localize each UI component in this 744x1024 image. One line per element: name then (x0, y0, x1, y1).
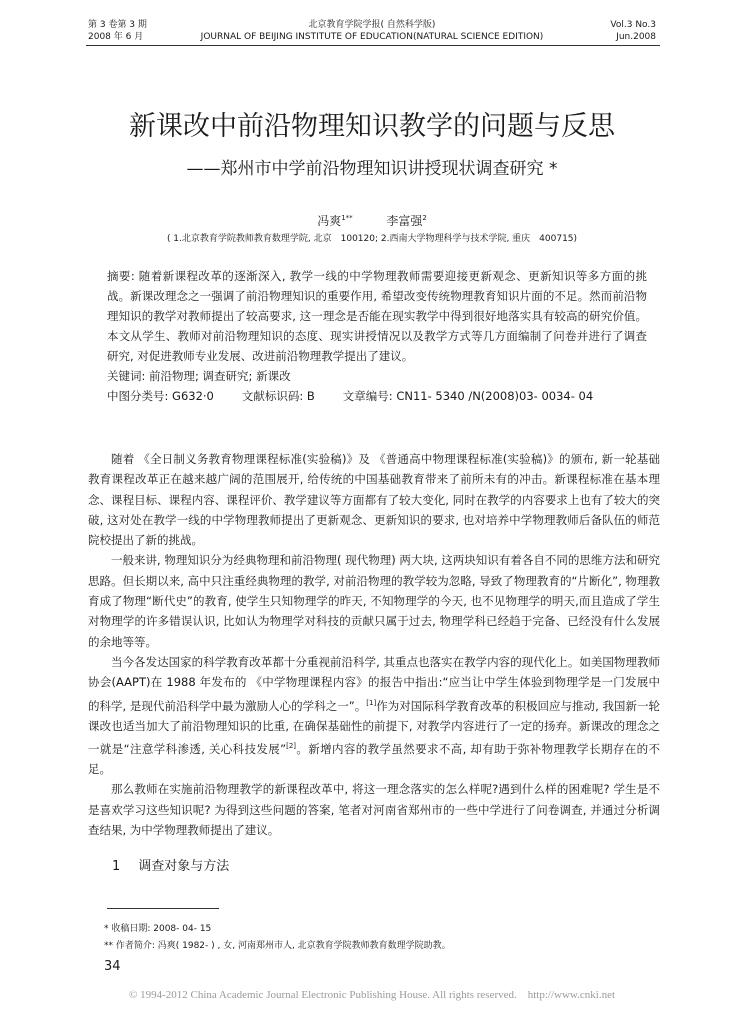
volume-date: Jun.2008 (616, 32, 656, 42)
abstract-block (107, 266, 647, 406)
paragraph-text: 当今各发达国家的科学教育改革都十分重视前沿科学, 其重点也落实在教学内容的现代化上。如美国物理教师协会(AAPT)在 1988 年发布的 《中学物理课程内容》的报告中指出:“应当让中学生体验到物理学是一门发展中的科学, 是现代前沿科学中最为激励人心的学科之一”。 (88, 654, 660, 713)
author-mark: 2 (422, 214, 427, 222)
citation-ref: [1] (366, 698, 377, 707)
author-list (0, 210, 744, 229)
section-number: 1 (112, 859, 121, 874)
journal-name-english: JOURNAL OF BEIJING INSTITUTE OF EDUCATION(NATURAL SCIENCE EDITION) (200, 32, 544, 42)
footnotes (104, 921, 451, 955)
clc-number: 中图分类号: G632·0 (107, 389, 214, 403)
journal-name-chinese: 北京教育学院学报( 自然科学版) (308, 20, 436, 30)
footnote-author-bio: ** 作者简介: 冯爽( 1982- ) , 女, 河南郑州市人, 北京教育学院教师教育数理学院助教。 (104, 941, 451, 951)
article-title: 新课改中前沿物理知识教学的问题与反思 (129, 111, 615, 142)
paragraph (88, 652, 660, 779)
volume-number: Vol.3 No.3 (610, 20, 656, 30)
footnote-divider (107, 908, 219, 909)
author-mark: 1** (341, 214, 353, 222)
section-heading (112, 858, 229, 876)
abstract-text: 摘要: 随着新课程改革的逐渐深入, 教学一线的中学物理教师需要迎接更新观念、更新知识等多方面的挑战。新课改理念之一强调了前沿物理知识的重要作用, 希望改变传统物理教育知识片面的不足。然而前沿物理知识的教学对教师提出了较高要求, 这一理念是否能在现实教学中得到很好地落实具有较高的研究价值。本文从学生、教师对前沿物理知识的态度、现实讲授情况以及教学方式等几方面编制了问卷并进行了调查研究, 对促进教师专业发展、改进前沿物理教学提出了建议。 (107, 269, 647, 363)
keywords: 关键词: 前沿物理; 调查研究; 新课改 (107, 369, 291, 383)
paragraph-text: 作为对国际科学教育改革的积极回应与推动, 我国新一轮课改也适当加大了前沿物理知识的比重, 在确保基础性的前提下, 对教学内容进行了一定的扬弃。新课改的理念之一就是“注意学科渗透, 关心科技发展” (88, 698, 660, 756)
body-text (88, 449, 660, 840)
classification-line (107, 386, 647, 406)
paragraph: 那么教师在实施前沿物理教学的新课程改革中, 将这一理念落实的怎么样呢?遇到什么样的困难呢? 学生是不是喜欢学习这些知识呢? 为得到这些问题的答案, 笔者对河南省郑州市的一些中学进行了问卷调查, 并通过分析调查结果, 为中学物理教师提出了建议。 (88, 782, 660, 837)
issue-volume: 第 3 卷第 3 期 (88, 20, 147, 30)
paragraph: 一般来讲, 物理知识分为经典物理和前沿物理( 现代物理) 两大块, 这两块知识有着各自不同的思维方法和研究思路。但长期以来, 高中只注重经典物理的教学, 对前沿物理的教学较为忽略, 导致了物理教育的“片断化”, 物理教育成了物理“断代史”的教育, 使学生只知物理学的昨天, 不知物理学的今天, 也不见物理学的明天,而且造成了学生对物理学的许多错误认识, 比如认为物理学对科技的贡献只属于过去, 物理学科已经趋于完备、已经没有什么发展的余地等等。 (88, 553, 660, 649)
page-number: 34 (104, 959, 121, 974)
paragraph: 随着 《全日制义务教育物理课程标准(实验稿)》及 《普通高中物理课程标准(实验稿)》的颁布, 新一轮基础教育课程改革正在越来越广阔的范围展开, 给传统的中国基础教育带来了前所未有的冲击。新课程标准在基本理念、课程目标、课程内容、课程评价、教学建议等方面都有了较大变化, 同时在教学的内容要求上也有了较大的突破, 这对处在教学一线的中学物理教师提出了更新观念、更新知识的要求, 也对培养中学物理教师后备队伍的师范院校提出了新的挑战。 (88, 452, 660, 548)
author-affiliation: ( 1.北京教育学院教师教育数理学院, 北京 100120; 2.西南大学物理科学与技术学院, 重庆 400715) (166, 234, 578, 244)
header-divider (86, 45, 660, 46)
journal-volume-info (610, 19, 656, 43)
footnote-received-date: * 收稿日期: 2008- 04- 15 (104, 924, 212, 934)
author-name: 冯爽 (317, 214, 342, 228)
issue-date: 2008 年 6 月 (88, 32, 144, 42)
document-code: 文献标识码: B (241, 389, 315, 403)
paragraph-text: 。新增内容的教学虽然要求不高, 却有助于弥补物理教学长期存在的不足。 (88, 741, 660, 777)
article-subtitle: ——郑州市中学前沿物理知识讲授现状调查研究 * (186, 159, 558, 179)
section-title: 调查对象与方法 (138, 859, 230, 874)
copyright-notice: © 1994-2012 China Academic Journal Electronic Publishing House. All rights reserved. http://www.cnki.net (128, 989, 616, 1001)
author-name: 李富强 (386, 214, 423, 228)
article-number: 文章编号: CN11- 5340 /N(2008)03- 0034- 04 (342, 389, 594, 403)
citation-ref: [2] (286, 741, 297, 750)
